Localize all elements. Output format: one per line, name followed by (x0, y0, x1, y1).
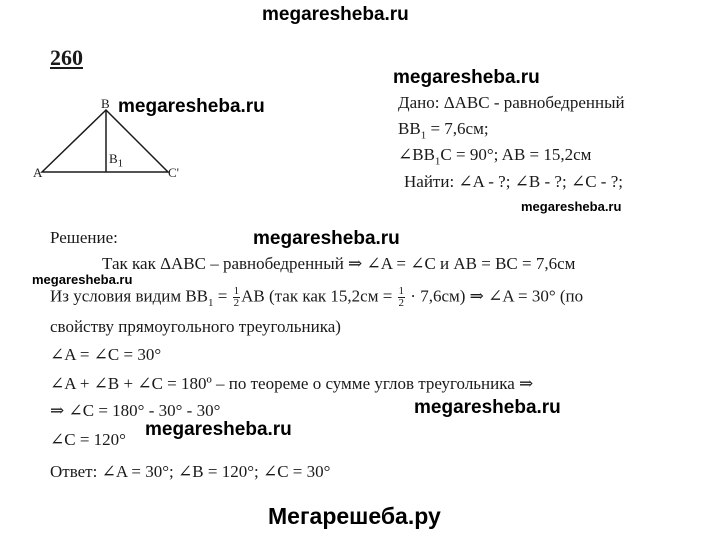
solution-line-3: свойству прямоугольного треугольника) (50, 317, 341, 336)
watermark-right-solution: megaresheba.ru (414, 397, 561, 418)
watermark-near-answer: megaresheba.ru (145, 419, 292, 440)
solution-line-2: Из условия видим $BB_1$ = $\frac{1}{2}$ AB (так как 15,2см = $\frac{1}{2}$ · 7,6см) ⇒ ∠A = 30° (по (50, 285, 584, 309)
given-line-1: Дано: ΔABC - равнобедренный (398, 93, 625, 112)
solution-line-4: ∠A = ∠C = 30° (50, 345, 162, 364)
given-line-4: Найти: ∠A - ?; ∠B - ?; ∠C - ?; (404, 172, 623, 191)
watermark-near-triangle: megaresheba.ru (118, 96, 265, 117)
solution-line-5: ∠A + ∠B + ∠C = 180º – по теореме о сумме углов треугольника ⇒ (50, 374, 534, 393)
solution-heading: Решение: (50, 228, 118, 247)
vertex-b-label: B (101, 96, 110, 111)
watermark-given-header: megaresheba.ru (393, 67, 540, 88)
triangle-abc (42, 110, 168, 172)
foot-b1-label: $B_1$ (109, 151, 124, 170)
solution-answer: Ответ: ∠A = 30°; ∠B = 120°; ∠C = 30° (50, 462, 331, 481)
watermark-bottom: Мегарешеба.ру (268, 503, 441, 529)
fraction-half-1: $\frac{1}{2}$ (233, 285, 240, 309)
solution-line-6: ⇒ ∠C = 180° - 30° - 30° (50, 401, 221, 420)
watermark-top: megaresheba.ru (262, 4, 409, 25)
watermark-left-margin: megaresheba.ru (32, 272, 133, 287)
solution-line-7: ∠C = 120° (50, 430, 126, 449)
vertex-a-label: A (33, 165, 43, 180)
watermark-mid-solution: megaresheba.ru (253, 228, 400, 249)
watermark-under-given: megaresheba.ru (521, 199, 622, 214)
given-line-2: $BB_1 = 7,6см$; (398, 119, 489, 142)
given-line-3: $\angle BB_1C = 90^\circ$; AB = 15,2см (398, 145, 592, 168)
vertex-c-label: C' (168, 165, 180, 180)
solution-line-1: Так как ΔABC – равнобедренный ⇒ ∠A = ∠C и AB = BC = 7,6см (102, 254, 576, 273)
triangle-figure (30, 90, 190, 185)
problem-number: 260 (50, 45, 83, 70)
fraction-half-2: $\frac{1}{2}$ (398, 285, 405, 309)
